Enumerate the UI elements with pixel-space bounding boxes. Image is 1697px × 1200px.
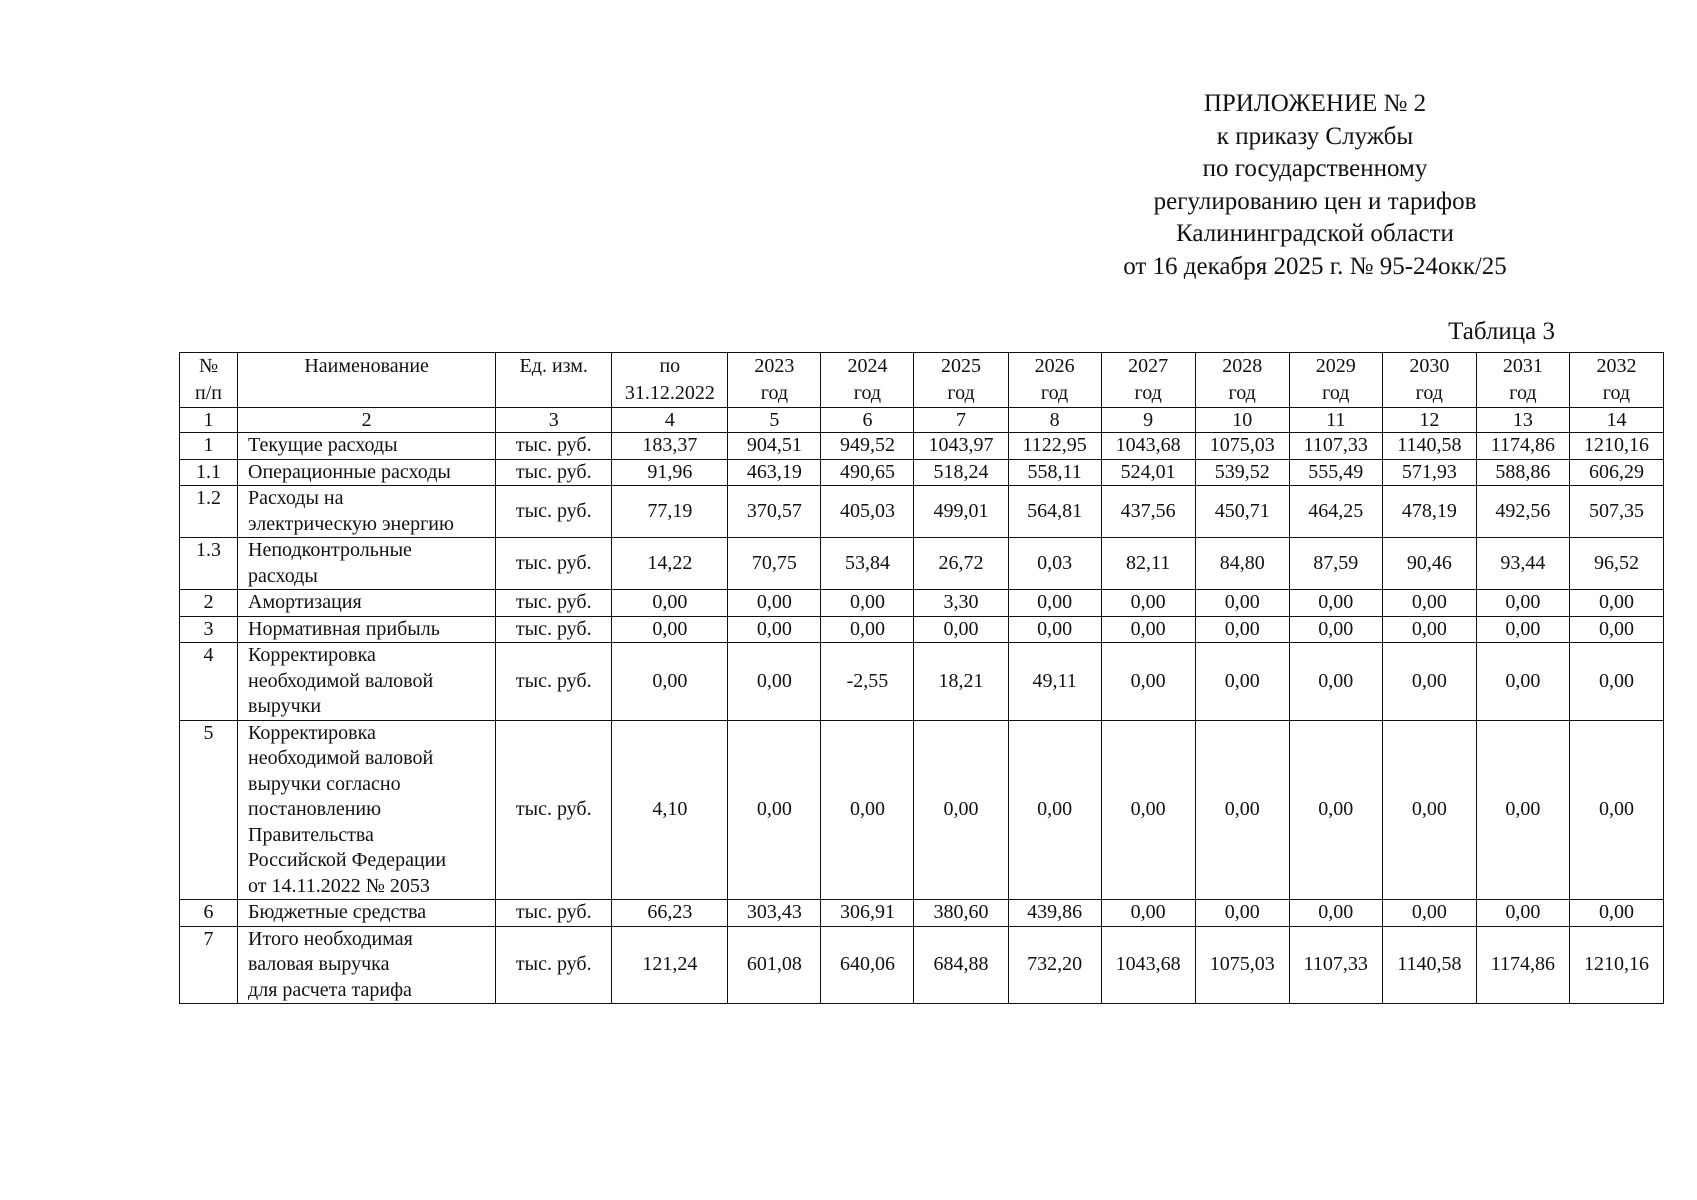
row-unit: тыс. руб. — [496, 926, 612, 1004]
value-cell: 1107,33 — [1289, 926, 1382, 1004]
value-cell: 0,00 — [1008, 590, 1101, 617]
value-cell: 0,00 — [1195, 590, 1289, 617]
value-cell: 77,19 — [612, 486, 728, 538]
column-number: 3 — [496, 408, 612, 433]
row-unit: тыс. руб. — [496, 616, 612, 643]
value-cell: 539,52 — [1195, 459, 1289, 486]
row-name — [238, 538, 496, 590]
cell-line: Правительства — [248, 823, 374, 846]
value-cell: 0,00 — [1382, 590, 1476, 617]
value-cell: -2,55 — [821, 643, 914, 721]
column-number-row — [180, 408, 1664, 433]
value-cell: 463,19 — [728, 459, 821, 486]
row-number: 6 — [180, 900, 238, 927]
table-row — [180, 590, 1664, 617]
value-cell: 0,00 — [1289, 900, 1382, 927]
value-cell: 91,96 — [612, 459, 728, 486]
cell-line: 2027 — [1128, 355, 1169, 377]
row-name — [238, 486, 496, 538]
value-cell: 507,35 — [1569, 486, 1663, 538]
value-cell: 0,00 — [612, 616, 728, 643]
column-header — [1101, 353, 1195, 408]
row-unit: тыс. руб. — [496, 486, 612, 538]
value-cell: 0,00 — [1101, 616, 1195, 643]
value-cell: 380,60 — [914, 900, 1008, 927]
value-cell: 96,52 — [1569, 538, 1663, 590]
cell-line: по — [659, 355, 681, 377]
cell-line: Текущие расходы — [248, 434, 398, 456]
value-cell: 571,93 — [1382, 459, 1476, 486]
value-cell: 1140,58 — [1382, 433, 1476, 460]
column-number: 2 — [238, 408, 496, 433]
cell-line: 31.12.2022 — [624, 382, 715, 404]
cell-line: год — [1228, 382, 1256, 404]
table-row — [180, 459, 1664, 486]
value-cell: 0,00 — [1008, 720, 1101, 900]
row-unit: тыс. руб. — [496, 900, 612, 927]
cell-line: для расчета тарифа — [248, 978, 412, 1001]
cell-line: необходимой валовой — [248, 669, 434, 692]
cell-line: 2031 — [1502, 355, 1543, 377]
column-header — [1289, 353, 1382, 408]
row-number: 4 — [180, 643, 238, 721]
document-header — [1075, 88, 1555, 283]
table-row — [180, 538, 1664, 590]
cell-line: 2025 — [941, 355, 982, 377]
value-cell: 684,88 — [914, 926, 1008, 1004]
value-cell: 0,00 — [1382, 643, 1476, 721]
cell-line: Амортизация — [248, 591, 362, 613]
cell-line: год — [1415, 382, 1443, 404]
cell-line: № — [198, 355, 219, 377]
table-row — [180, 643, 1664, 721]
value-cell: 1122,95 — [1008, 433, 1101, 460]
column-header — [1008, 353, 1101, 408]
value-cell: 0,00 — [1569, 720, 1663, 900]
value-cell: 93,44 — [1476, 538, 1569, 590]
value-cell: 1043,68 — [1101, 433, 1195, 460]
cell-line: 2028 — [1222, 355, 1263, 377]
value-cell: 0,00 — [1476, 616, 1569, 643]
value-cell: 437,56 — [1101, 486, 1195, 538]
value-cell: 0,00 — [914, 616, 1008, 643]
value-cell: 90,46 — [1382, 538, 1476, 590]
column-header — [180, 353, 238, 408]
value-cell: 0,00 — [728, 616, 821, 643]
value-cell: 14,22 — [612, 538, 728, 590]
value-cell: 1210,16 — [1569, 433, 1663, 460]
cell-line: Корректировка — [248, 644, 376, 666]
value-cell: 26,72 — [914, 538, 1008, 590]
value-cell: 1174,86 — [1476, 926, 1569, 1004]
header-row — [180, 353, 1664, 408]
value-cell: 1140,58 — [1382, 926, 1476, 1004]
cell-line: расходы — [248, 564, 318, 587]
value-cell: 518,24 — [914, 459, 1008, 486]
cell-line: год — [1602, 382, 1631, 404]
cell-line: 2030 — [1409, 355, 1450, 377]
value-cell: 405,03 — [821, 486, 914, 538]
value-cell: 1043,68 — [1101, 926, 1195, 1004]
value-cell: 0,00 — [1195, 616, 1289, 643]
row-number: 1.1 — [180, 459, 238, 486]
value-cell: 450,71 — [1195, 486, 1289, 538]
value-cell: 499,01 — [914, 486, 1008, 538]
value-cell: 492,56 — [1476, 486, 1569, 538]
value-cell: 0,00 — [821, 720, 914, 900]
column-header — [1476, 353, 1569, 408]
row-name — [238, 926, 496, 1004]
header-line: ПРИЛОЖЕНИЕ № 2 — [1203, 90, 1427, 117]
value-cell: 0,00 — [1289, 643, 1382, 721]
cell-line: 2024 — [847, 355, 888, 377]
cell-line: выручки — [248, 695, 322, 717]
column-number: 10 — [1195, 408, 1289, 433]
value-cell: 121,24 — [612, 926, 728, 1004]
value-cell: 0,00 — [612, 590, 728, 617]
value-cell: 1174,86 — [1476, 433, 1569, 460]
cell-line: Расходы на — [248, 487, 344, 509]
value-cell: 464,25 — [1289, 486, 1382, 538]
value-cell: 0,03 — [1008, 538, 1101, 590]
value-cell: 0,00 — [1476, 590, 1569, 617]
row-number: 7 — [180, 926, 238, 1004]
value-cell: 0,00 — [1101, 900, 1195, 927]
value-cell: 66,23 — [612, 900, 728, 927]
cell-line: год — [1040, 382, 1069, 404]
value-cell: 0,00 — [728, 720, 821, 900]
cell-line: Неподконтрольные — [248, 539, 412, 561]
value-cell: 0,00 — [1382, 616, 1476, 643]
value-cell: 0,00 — [728, 643, 821, 721]
row-unit: тыс. руб. — [496, 590, 612, 617]
row-number: 3 — [180, 616, 238, 643]
data-table — [179, 352, 1664, 1004]
column-header — [1195, 353, 1289, 408]
column-header — [728, 353, 821, 408]
value-cell: 1107,33 — [1289, 433, 1382, 460]
column-number: 11 — [1289, 408, 1382, 433]
cell-line: электрическую энергию — [248, 512, 454, 535]
row-name — [238, 720, 496, 900]
cell-line: Наименование — [304, 355, 429, 377]
header-line: к приказу Службы — [1216, 122, 1414, 150]
value-cell: 0,00 — [1195, 720, 1289, 900]
row-number: 1.3 — [180, 538, 238, 590]
cell-line: Российской Федерации — [248, 849, 447, 871]
table-row — [180, 616, 1664, 643]
row-unit: тыс. руб. — [496, 538, 612, 590]
value-cell: 606,29 — [1569, 459, 1663, 486]
value-cell: 1075,03 — [1195, 926, 1289, 1004]
value-cell: 0,00 — [1569, 590, 1663, 617]
column-number: 7 — [914, 408, 1008, 433]
cell-line: Ед. изм. — [519, 355, 588, 377]
cell-line: валовая выручка — [248, 953, 390, 975]
cell-line: год — [1134, 382, 1162, 404]
value-cell: 0,00 — [1289, 590, 1382, 617]
header-line: Калининградской области — [1176, 220, 1454, 247]
value-cell: 0,00 — [1382, 900, 1476, 927]
value-cell: 82,11 — [1101, 538, 1195, 590]
value-cell: 0,00 — [1569, 616, 1663, 643]
row-name — [238, 459, 496, 486]
column-header — [612, 353, 728, 408]
cell-line: 2026 — [1034, 355, 1075, 377]
row-unit: тыс. руб. — [496, 433, 612, 460]
column-number: 6 — [821, 408, 914, 433]
cell-line: год — [1322, 382, 1350, 404]
value-cell: 0,00 — [821, 616, 914, 643]
value-cell: 0,00 — [1101, 590, 1195, 617]
column-number: 5 — [728, 408, 821, 433]
table-row — [180, 926, 1664, 1004]
table-row — [180, 486, 1664, 538]
column-header — [1382, 353, 1476, 408]
cell-line: выручки согласно — [248, 772, 401, 795]
value-cell: 0,00 — [1289, 720, 1382, 900]
column-number: 13 — [1476, 408, 1569, 433]
column-header — [821, 353, 914, 408]
value-cell: 70,75 — [728, 538, 821, 590]
value-cell: 524,01 — [1101, 459, 1195, 486]
value-cell: 0,00 — [1195, 643, 1289, 721]
value-cell: 0,00 — [821, 590, 914, 617]
row-number: 2 — [180, 590, 238, 617]
value-cell: 640,06 — [821, 926, 914, 1004]
column-header — [914, 353, 1008, 408]
value-cell: 601,08 — [728, 926, 821, 1004]
row-unit: тыс. руб. — [496, 643, 612, 721]
cell-line: от 14.11.2022 № 2053 — [248, 874, 430, 897]
cell-line: Корректировка — [248, 721, 376, 744]
cell-line: год — [947, 382, 975, 404]
cell-line: Бюджетные средства — [248, 901, 427, 923]
value-cell: 732,20 — [1008, 926, 1101, 1004]
cell-line: Операционные расходы — [248, 460, 451, 483]
value-cell: 555,49 — [1289, 459, 1382, 486]
value-cell: 0,00 — [1476, 643, 1569, 721]
cell-line: необходимой валовой — [248, 747, 434, 769]
value-cell: 0,00 — [1382, 720, 1476, 900]
cell-line: год — [760, 382, 789, 404]
column-number: 14 — [1569, 408, 1663, 433]
cell-line: 2023 — [754, 355, 795, 377]
table-body — [180, 353, 1664, 1004]
value-cell: 0,00 — [728, 590, 821, 617]
table-row — [180, 720, 1664, 900]
column-header — [1569, 353, 1663, 408]
column-number: 9 — [1101, 408, 1195, 433]
row-name — [238, 616, 496, 643]
table-row — [180, 433, 1664, 460]
cell-line: 2029 — [1315, 355, 1356, 377]
cell-line: 2032 — [1596, 355, 1637, 377]
row-name — [238, 643, 496, 721]
table-caption: Таблица 3 — [1448, 318, 1555, 345]
row-number: 5 — [180, 720, 238, 900]
value-cell: 3,30 — [914, 590, 1008, 617]
value-cell: 490,65 — [821, 459, 914, 486]
value-cell: 949,52 — [821, 433, 914, 460]
row-unit: тыс. руб. — [496, 459, 612, 486]
value-cell: 588,86 — [1476, 459, 1569, 486]
cell-line: год — [1509, 382, 1537, 404]
value-cell: 1043,97 — [914, 433, 1008, 460]
column-number: 4 — [612, 408, 728, 433]
row-number: 1 — [180, 433, 238, 460]
value-cell: 904,51 — [728, 433, 821, 460]
value-cell: 370,57 — [728, 486, 821, 538]
value-cell: 303,43 — [728, 900, 821, 927]
value-cell: 49,11 — [1008, 643, 1101, 721]
cell-line: п/п — [195, 382, 222, 404]
value-cell: 0,00 — [1101, 720, 1195, 900]
row-name — [238, 900, 496, 927]
value-cell: 0,00 — [1476, 720, 1569, 900]
row-name — [238, 590, 496, 617]
header-line: по государственному — [1202, 155, 1428, 182]
value-cell: 53,84 — [821, 538, 914, 590]
table-row — [180, 900, 1664, 927]
value-cell: 306,91 — [821, 900, 914, 927]
value-cell: 0,00 — [1569, 643, 1663, 721]
value-cell: 18,21 — [914, 643, 1008, 721]
value-cell: 183,37 — [612, 433, 728, 460]
value-cell: 0,00 — [1569, 900, 1663, 927]
value-cell: 564,81 — [1008, 486, 1101, 538]
row-number: 1.2 — [180, 486, 238, 538]
row-unit: тыс. руб. — [496, 720, 612, 900]
header-line: от 16 декабря 2025 г. № 95-24окк/25 — [1123, 252, 1507, 280]
cell-line: Нормативная прибыль — [248, 617, 440, 640]
value-cell: 1075,03 — [1195, 433, 1289, 460]
value-cell: 0,00 — [1195, 900, 1289, 927]
value-cell: 0,00 — [914, 720, 1008, 900]
column-number: 12 — [1382, 408, 1476, 433]
value-cell: 0,00 — [1476, 900, 1569, 927]
cell-line: год — [853, 382, 882, 404]
value-cell: 4,10 — [612, 720, 728, 900]
value-cell: 558,11 — [1008, 459, 1101, 486]
value-cell: 439,86 — [1008, 900, 1101, 927]
cell-line: Итого необходимая — [248, 927, 413, 950]
value-cell: 0,00 — [612, 643, 728, 721]
value-cell: 87,59 — [1289, 538, 1382, 590]
row-name — [238, 433, 496, 460]
value-cell: 84,80 — [1195, 538, 1289, 590]
value-cell: 1210,16 — [1569, 926, 1663, 1004]
cell-line: постановлению — [248, 798, 382, 820]
value-cell: 0,00 — [1008, 616, 1101, 643]
header-line: регулированию цен и тарифов — [1153, 187, 1477, 215]
column-number: 1 — [180, 408, 238, 433]
column-header — [238, 353, 496, 408]
value-cell: 0,00 — [1101, 643, 1195, 721]
column-number: 8 — [1008, 408, 1101, 433]
value-cell: 478,19 — [1382, 486, 1476, 538]
value-cell: 0,00 — [1289, 616, 1382, 643]
column-header — [496, 353, 612, 408]
